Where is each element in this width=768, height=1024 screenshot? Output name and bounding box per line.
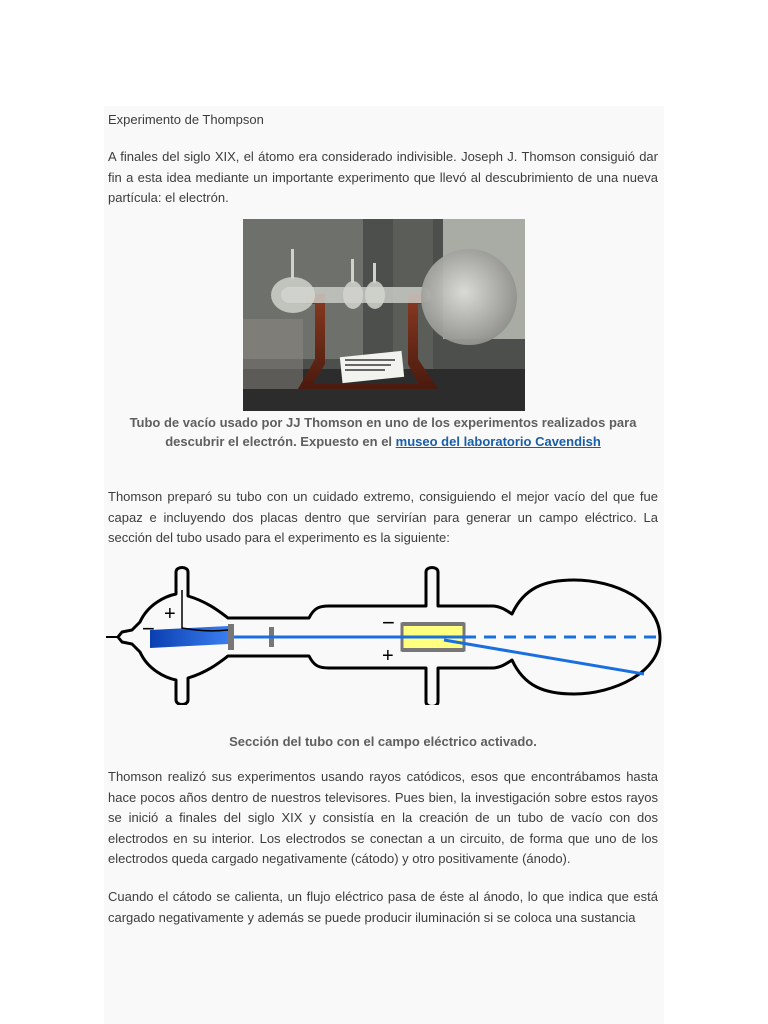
article-title: Experimento de Thompson	[108, 112, 264, 127]
cavendish-museum-link[interactable]: museo del laboratorio Cavendish	[395, 434, 601, 449]
tube-section-diagram	[104, 560, 664, 705]
cathode-heating-paragraph: Cuando el cátodo se calienta, un flujo eléctrico pasa de éste al ánodo, lo que indica que está cargado negativamente y además se puede producir iluminación si se coloca una sustancia	[108, 889, 658, 925]
anode-plate	[228, 624, 234, 650]
cathode-minus-sign: −	[142, 616, 155, 641]
tube-preparation-paragraph: Thomson preparó su tubo con un cuidado extremo, consiguiendo el mejor vacío del que fue capaz e incluyendo dos placas dentro que servirían para generar un campo eléctrico. La sección del tubo usado para el experimento es la siguiente:	[108, 489, 658, 545]
anode-plus-sign: +	[164, 603, 176, 625]
intro-paragraph: A finales del siglo XIX, el átomo era considerado indivisible. Joseph J. Thomson consiguió dar fin a esta idea mediante un importante experimento que llevó al descubrimiento de una nueva partícula: el electrón.	[108, 149, 658, 205]
photo-caption	[108, 413, 658, 451]
photo-caption-text: Tubo de vacío usado por JJ Thomson en uno de los experimentos realizados para descubrir el electrón. Expuesto en el	[129, 415, 637, 449]
article-page	[104, 106, 664, 1024]
top-plate-minus-sign: −	[382, 610, 395, 635]
bottom-plate-plus-sign: +	[382, 645, 394, 667]
cathode-rays-paragraph: Thomson realizó sus experimentos usando rayos catódicos, esos que encontrábamos hasta hace pocos años dentro de nuestros televisores. Pues bien, la investigación sobre estos rayos se inició a finales del siglo XIX y consistía en la creación de un tubo de vacío con dos electrodos en su interior. Los electrodos se conectan a un circuito, de forma que uno de los electrodos queda cargado negativamente (cátodo) y otro positivamente (ánodo).	[108, 769, 658, 866]
diagram-caption: Sección del tubo con el campo eléctrico activado.	[229, 734, 537, 749]
thomson-tube-photo	[243, 219, 525, 411]
